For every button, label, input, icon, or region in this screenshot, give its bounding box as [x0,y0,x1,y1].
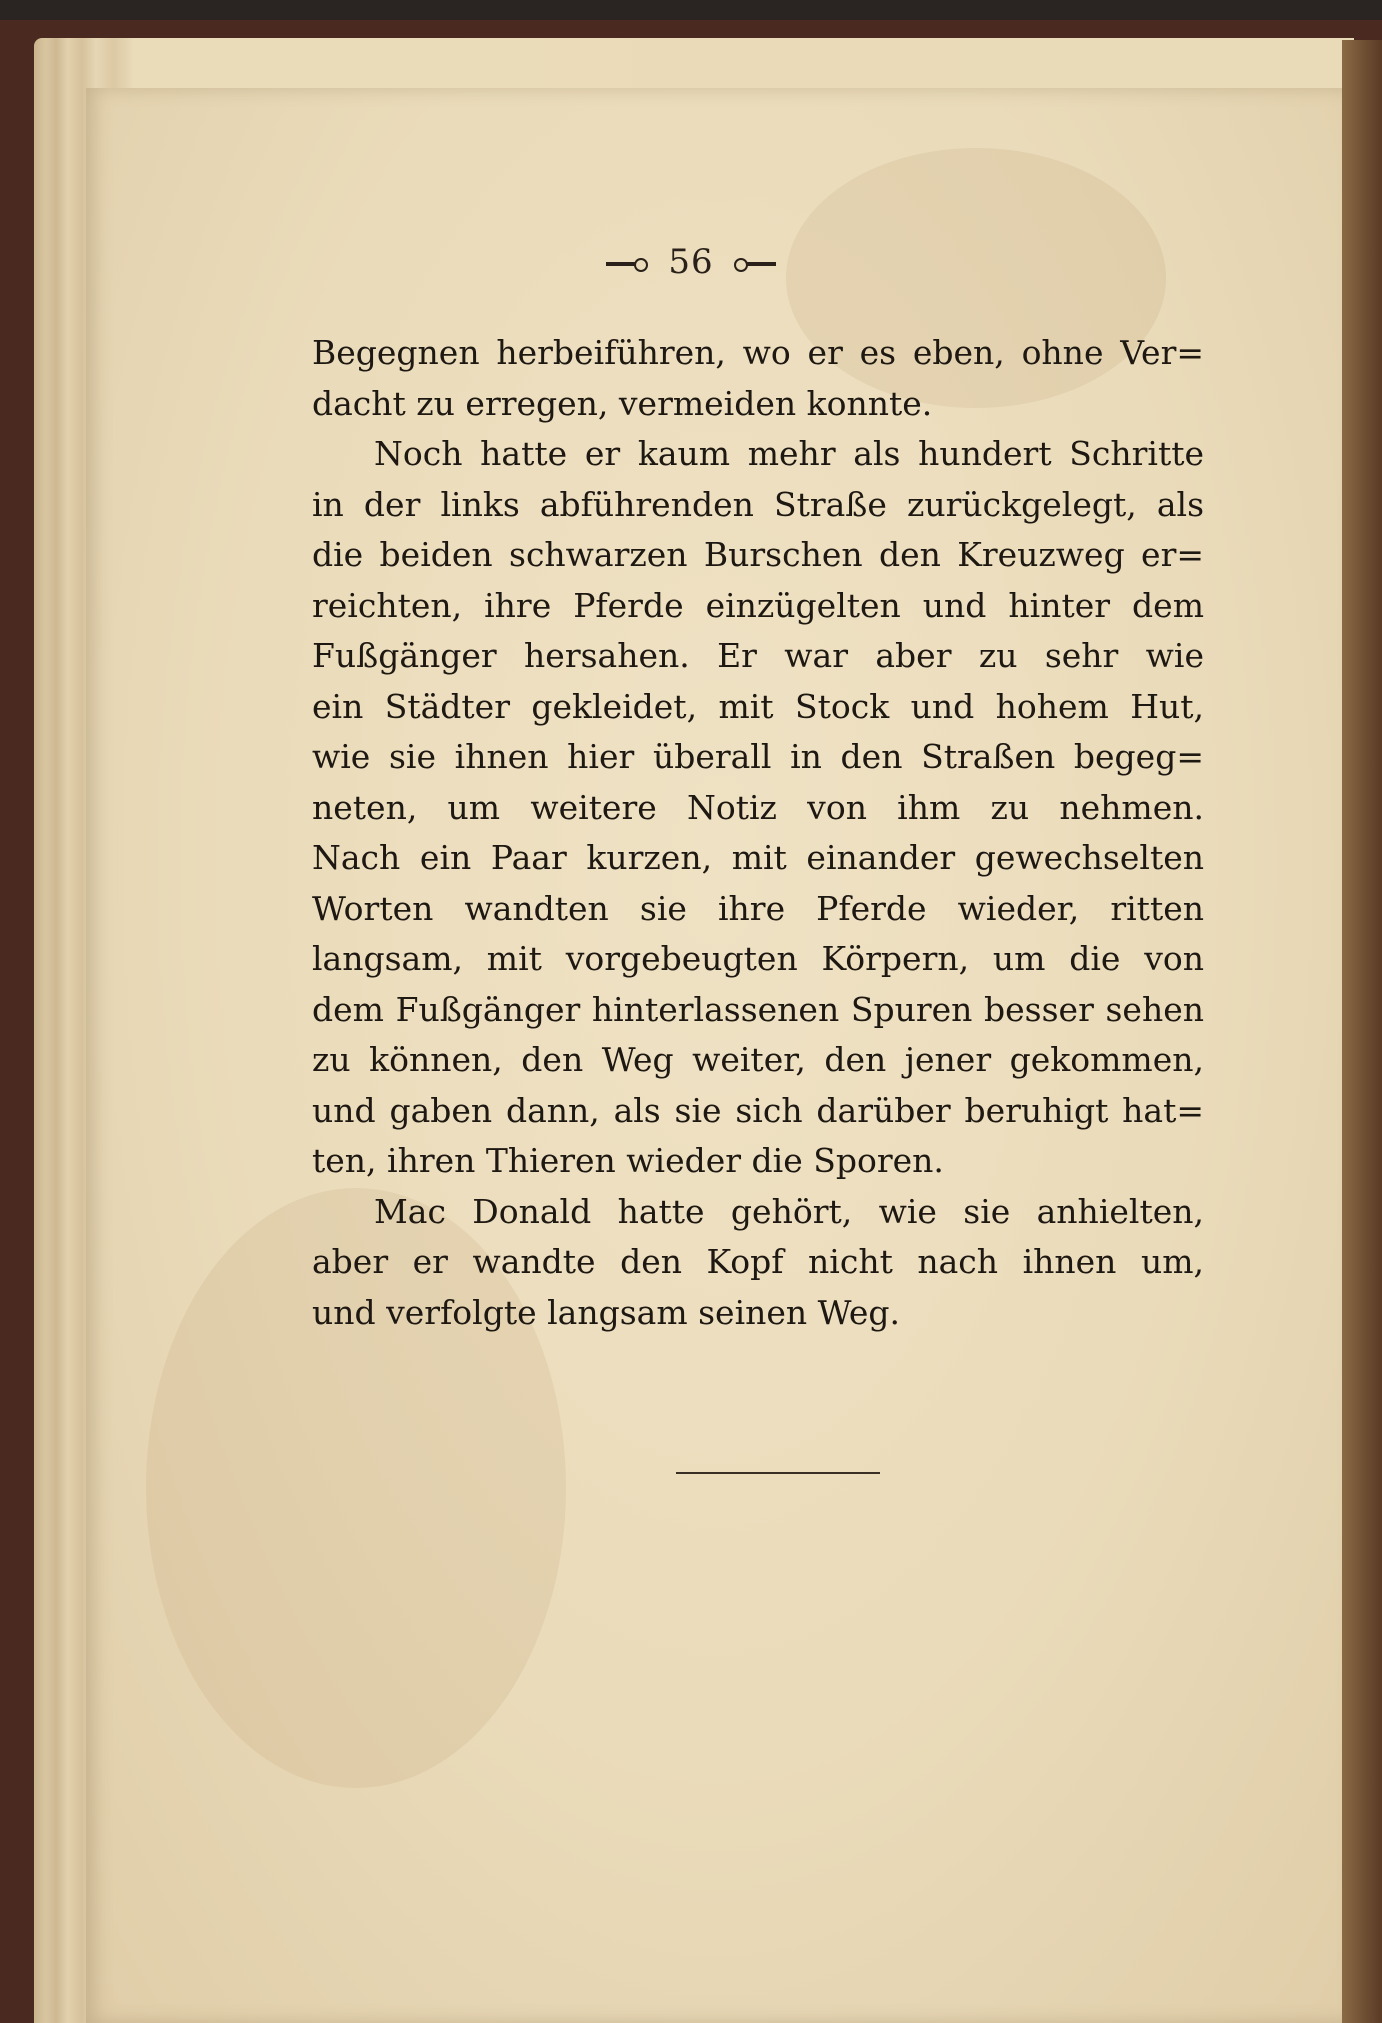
text-line: reichten, ihre Pferde einzügelten und hinter dem [312,585,1204,625]
text-line: wie sie ihnen hier überall in den Straßen begeg= [312,737,1204,776]
text-line: ten, ihren Thieren wieder die Sporen. [312,1141,944,1180]
ornament-right-icon [740,262,776,266]
text-line: neten, um weitere Notiz von ihm zu nehmen. [312,787,1204,827]
body-text [312,328,1204,1338]
text-line: Worten wandten sie ihre Pferde wieder, ritten [312,888,1204,928]
text-line: langsam, mit vorgebeugten Körpern, um die von [312,939,1204,978]
book-spine-edge [1342,40,1382,2023]
page-number: 56 [668,242,714,282]
text-line: und gaben dann, als sie sich darüber beruhigt hat= [312,1090,1204,1130]
ornament-left-icon [606,262,642,266]
page-number-header [0,242,1382,282]
text-line: dem Fußgänger hinterlassenen Spuren besser sehen [312,989,1204,1029]
text-line: zu können, den Weg weiter, den jener gekommen, [312,1040,1204,1079]
text-line: Fußgänger hersahen. Er war aber zu sehr wie [312,636,1204,675]
text-line: die beiden schwarzen Burschen den Kreuzweg er= [312,535,1204,574]
text-line: ein Städter gekleidet, mit Stock und hohem Hut, [312,686,1204,726]
text-line: Begegnen herbeiführen, wo er es eben, ohne Ver= [312,333,1204,372]
text-line: Noch hatte er kaum mehr als hundert Schritte [374,434,1204,473]
text-line: und verfolgte langsam seinen Weg. [312,1292,901,1332]
text-line: in der links abführenden Straße zurückgelegt, als [312,484,1204,524]
text-line: Mac Donald hatte gehört, wie sie anhielten, [374,1191,1204,1231]
text-line: dacht zu erregen, vermeiden konnte. [312,383,933,423]
section-end-rule [676,1472,880,1474]
text-line: Nach ein Paar kurzen, mit einander gewechselten [312,838,1204,877]
text-line: aber er wandte den Kopf nicht nach ihnen um, [312,1242,1204,1281]
